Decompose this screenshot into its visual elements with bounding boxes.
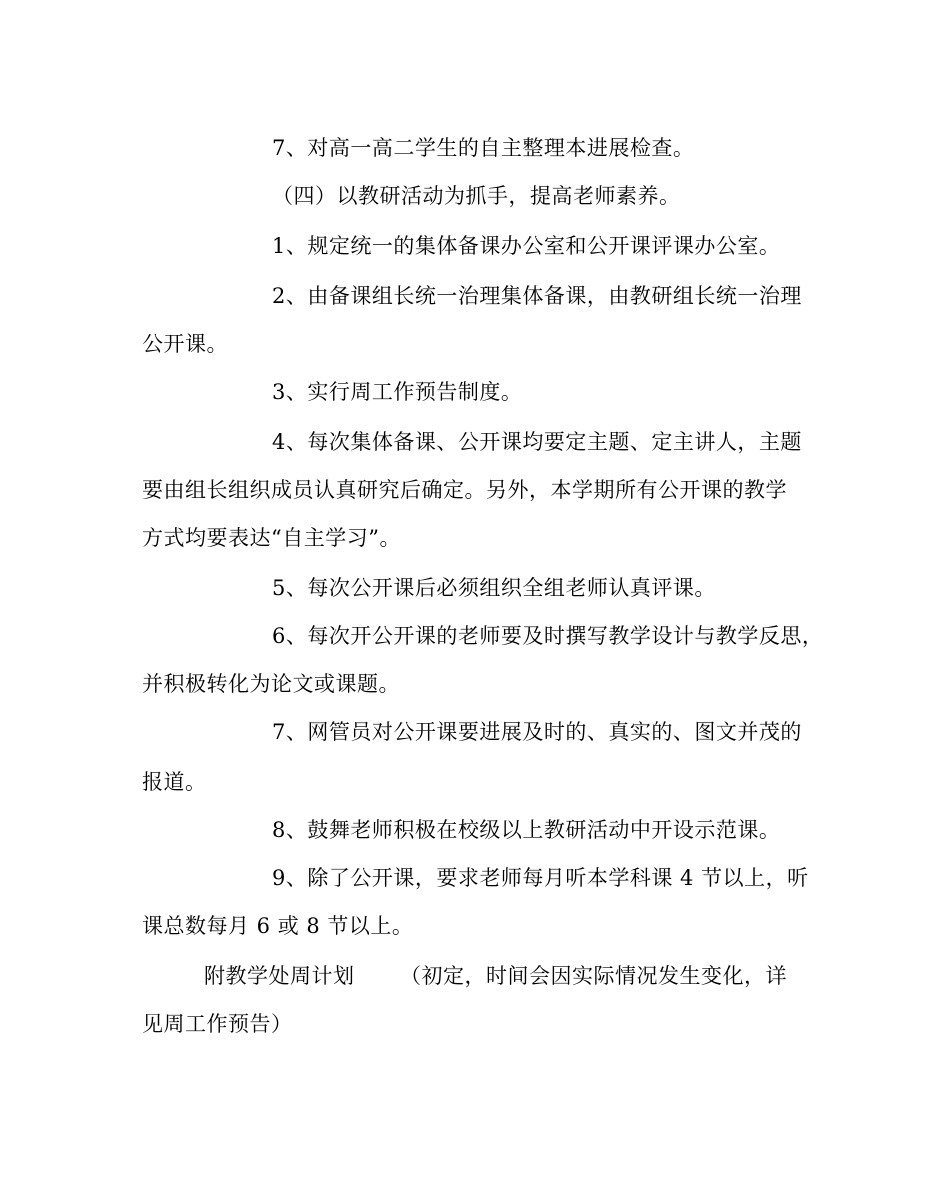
paragraph-line: 课总数每月 6 或 8 节以上。 xyxy=(142,914,414,938)
section-heading: 附教学处周计划 xyxy=(204,964,355,988)
paragraph-line: 见周工作预告） xyxy=(142,1012,293,1036)
paragraph-line: 报道。 xyxy=(142,770,207,794)
paragraph-line: 公开课。 xyxy=(142,332,228,356)
paragraph-line: 4、每次集体备课、公开课均要定主题、定主讲人，主题 xyxy=(272,430,802,454)
section-heading: （四）以教研活动为抓手，提高老师素养。 xyxy=(272,184,681,208)
paragraph-line: 7、网管员对公开课要进展及时的、真实的、图文并茂的 xyxy=(272,720,802,744)
paragraph-line: 并积极转化为论文或课题。 xyxy=(142,672,400,696)
paragraph-line: 要由组长组织成员认真研究后确定。另外，本学期所有公开课的教学 xyxy=(142,478,787,502)
paragraph-line: 8、鼓舞老师积极在校级以上教研活动中开设示范课。 xyxy=(272,818,781,842)
paragraph-line: 7、对高一高二学生的自主整理本进展检查。 xyxy=(272,136,695,160)
paragraph-line: 3、实行周工作预告制度。 xyxy=(272,380,523,404)
paragraph-line: 1、规定统一的集体备课办公室和公开课评课办公室。 xyxy=(272,234,781,258)
paragraph-line: 5、每次公开课后必须组织全组老师认真评课。 xyxy=(272,576,716,600)
paragraph-line: 9、除了公开课，要求老师每月听本学科课 4 节以上，听 xyxy=(272,866,809,890)
paragraph-line: 2、由备课组长统一治理集体备课，由教研组长统一治理 xyxy=(272,284,802,308)
paragraph-line: 6、每次开公开课的老师要及时撰写教学设计与教学反思， xyxy=(272,624,824,648)
paragraph-line: 方式均要表达“自主学习”。 xyxy=(142,526,401,550)
paragraph-line: （初定，时间会因实际情况发生变化，详 xyxy=(400,964,787,988)
